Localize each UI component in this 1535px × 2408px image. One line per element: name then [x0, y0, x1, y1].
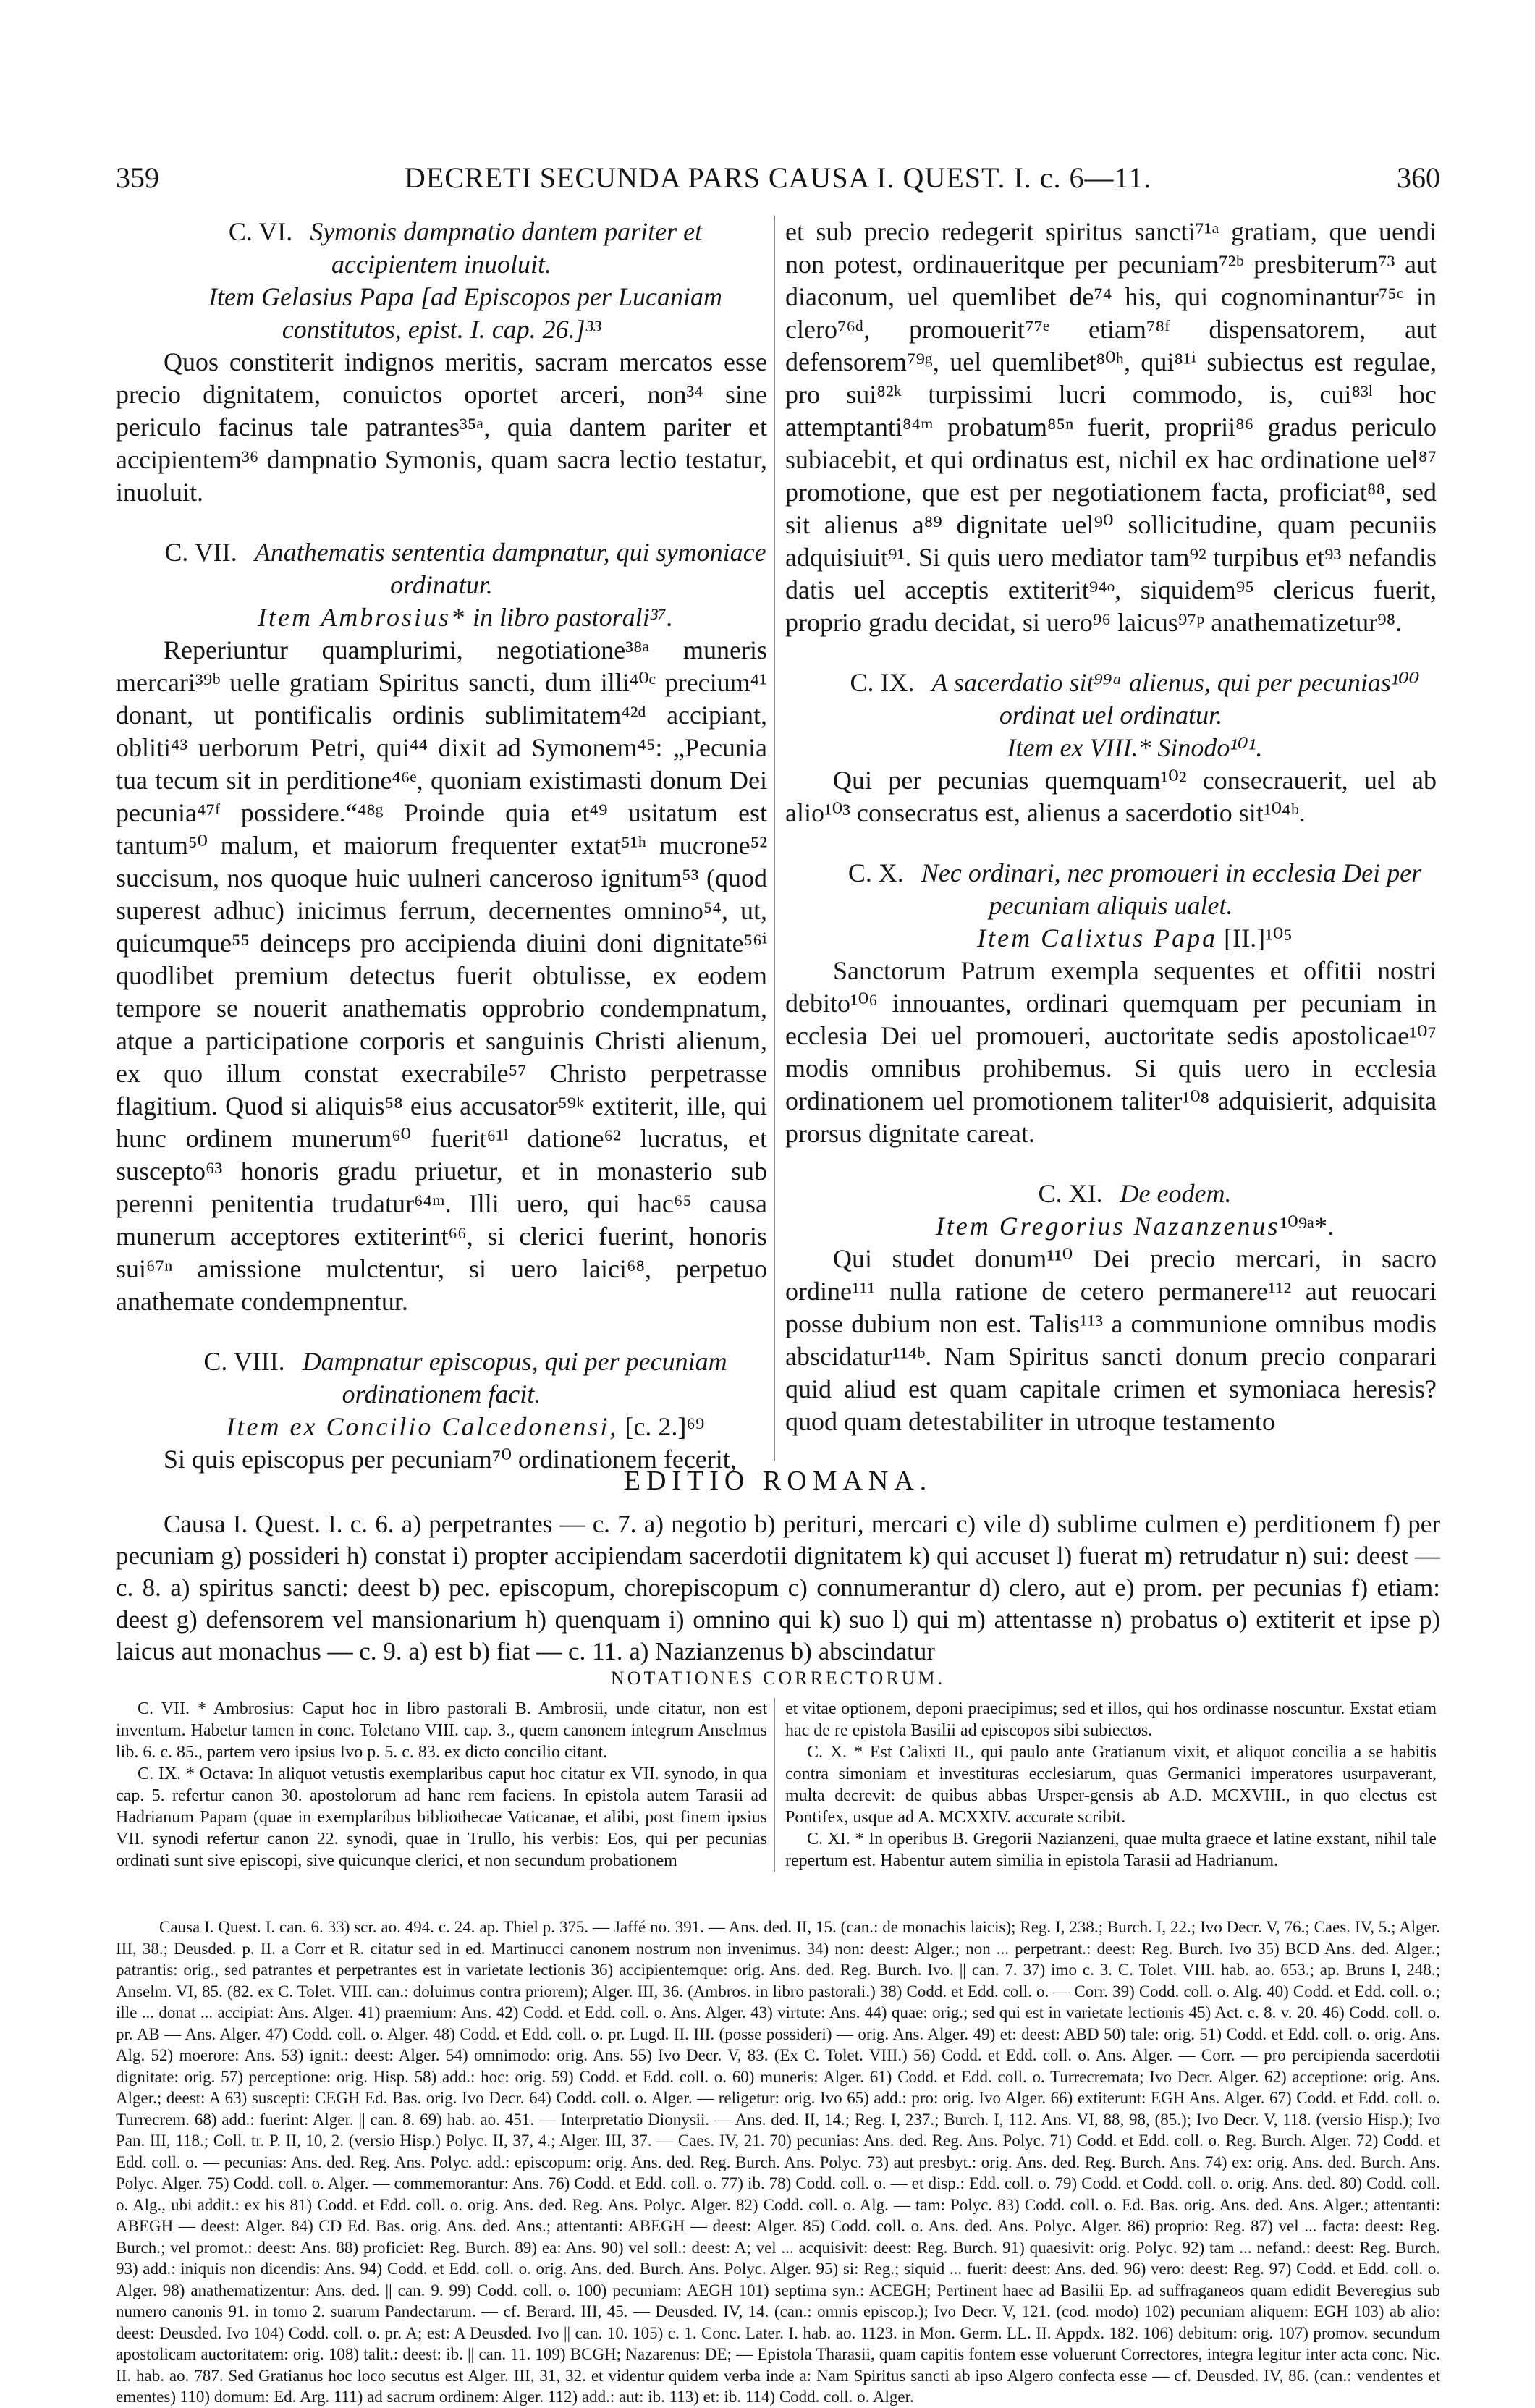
- chapter-number: C. X.: [847, 858, 904, 887]
- source-detail: [c. 2.]⁶⁹: [618, 1412, 705, 1441]
- source-author: Item Calixtus Papa: [977, 924, 1218, 952]
- source-author: Item Gregorius Nazanzenus: [935, 1212, 1280, 1241]
- chapter-source-c8: [116, 1411, 767, 1443]
- source-detail: ¹⁰⁹ᵃ*.: [1280, 1212, 1335, 1241]
- chapter-text-c6: Quos constiterit indignos meritis, sacram mercatos esse precio dignitatem, conuictos oportet arceri, non³⁴ sine periculo facinus tale patrantes³⁵ᵃ, quia dantem pariter et accipientem³⁶ dampnatio Symonis, quam sacra lectio testatur, inuoluit.: [116, 347, 767, 507]
- page-number-left: 359: [116, 161, 159, 194]
- chapter-source-c11: [785, 1210, 1437, 1243]
- chapter-rubric: Dampnatur episcopus, qui per pecuniam ordinationem facit.: [302, 1347, 727, 1408]
- critical-apparatus: [116, 1917, 1440, 2408]
- chapter-text-c8: Si quis episcopus per pecuniam⁷⁰ ordinationem fecerit,: [164, 1445, 737, 1474]
- notationes-left-column: [116, 1698, 767, 1872]
- left-column: [116, 216, 767, 1474]
- notationes-right-column: [785, 1698, 1437, 1872]
- notatio-c7: C. VII. * Ambrosius: Caput hoc in libro pastorali B. Ambrosii, unde citatur, non est inventum. Habetur tamen in conc. Toletano VIII. cap. 3., quem canonem integrum Anselmus lib. 6. c. 85., partem vero ipsius Ivo p. 5. c. 83. ex dicto concilio citant.: [116, 1699, 767, 1762]
- chapter-text-c10: Sanctorum Patrum exempla sequentes et offitii nostri debito¹⁰⁶ innouantes, ordinari quemquam per pecuniam in ecclesia Dei uel promoueri, auctoritate sedis apostolicae¹⁰⁷ modis omnibus prohibemus. Si quis uero in ecclesia ordinationem uel promotionem taliter¹⁰⁸ adquisierit, adquisita prorsus dignitate careat.: [785, 956, 1437, 1148]
- chapter-heading-c8: [116, 1345, 767, 1411]
- chapter-heading-c11: [785, 1178, 1437, 1210]
- source-detail: in libro pastorali³⁷.: [465, 603, 673, 632]
- right-column: [785, 216, 1437, 1461]
- chapter-rubric: Symonis dampnatio dantem pariter et accipientem inuoluit.: [310, 217, 703, 279]
- chapter-rubric: Anathematis sententia dampnatur, qui symoniace ordinatur.: [254, 538, 766, 599]
- notatio-c9: C. IX. * Octava: In aliquot vetustis exemplaribus caput hoc citatur ex VII. synodo, in qua cap. 5. refertur canon 30. apostolorum ad hanc rem faciens. In epistola autem Tarasii ad Hadrianum Papam (quae in exemplaribus bibliothecae Vaticanae, et alibi, post finem ipsius VII. synodi refertur canon 22. synodi, quae in Trullo, his verbis: Eos, qui per pecunias ordinati sunt sive episcopi, sive quicunque clerici, et non secundum probationem: [116, 1765, 767, 1870]
- chapter-text-c7: Reperiuntur quamplurimi, negotiatione³⁸ᵃ muneris mercari³⁹ᵇ uelle gratiam Spiritus sancti, dum illi⁴⁰ᶜ precium⁴¹ donant, ut pontificalis ordinis sublimitatem⁴²ᵈ accipiant, obliti⁴³ uerborum Petri, qui⁴⁴ dixit ad Symonem⁴⁵: „Pecunia tua tecum sit in perditione⁴⁶ᵉ, quoniam existimasti donum Dei pecunia⁴⁷ᶠ possidere.“⁴⁸ᵍ Proinde quia et⁴⁹ usitatum est tantum⁵⁰ malum, et maiorum frequenter extat⁵¹ʰ mucrone⁵² succisum, nos quoque huic uulneri canceroso ignitum⁵³ (quod superest adhuc) inicimus ferrum, decernentes omnino⁵⁴, ut, quicumque⁵⁵ deinceps pro accipienda diuini doni dignitate⁵⁶ⁱ quodlibet premium detectus fuerit obtulisse, ex eodem tempore se nouerit anathematis opprobrio condempnatum, atque a participatione corporis et sanguinis Christi alienum, ex quo illum constat execrabile⁵⁷ Christo perpetrasse flagitium. Quod si aliquis⁵⁸ eius accusator⁵⁹ᵏ extiterit, ille, qui hunc ordinem munerum⁶⁰ fuerit⁶¹ˡ datione⁶² lucratus, et suscepto⁶³ honoris gradu priuetur, et in monasterio sub perenni penitentia trudatur⁶⁴ᵐ. Illi uero, qui hac⁶⁵ causa munerum acceptores extiterint⁶⁶, si clerici fuerint, honoris sui⁶⁷ⁿ amissione mulctentur, si uero laici⁶⁸, perpetuo anathemate condempnentur.: [116, 635, 767, 1316]
- source-author: Item ex Concilio Calcedonensi,: [226, 1412, 619, 1441]
- chapter-heading-c10: [785, 857, 1437, 922]
- chapter-text-c9: Qui per pecunias quemquam¹⁰² consecrauerit, uel ab alio¹⁰³ consecratus est, alienus a sacerdotio sit¹⁰⁴ᵇ.: [785, 766, 1437, 827]
- chapter-source-c9: Item ex VIII.* Sinodo¹⁰¹.: [1007, 733, 1263, 762]
- editio-romana-notes: [116, 1508, 1440, 1668]
- column-divider: [774, 216, 775, 1461]
- notationes-heading: NOTATIONES CORRECTORUM.: [610, 1668, 946, 1689]
- chapter-rubric: Nec ordinari, nec promoueri in ecclesia Dei per pecuniam aliquis ualet.: [921, 858, 1422, 920]
- chapter-rubric: De eodem.: [1120, 1179, 1232, 1208]
- chapter-heading-c9: [785, 667, 1437, 732]
- notatio-c11: C. XI. * In operibus B. Gregorii Nazianzeni, quae multa graece et latine exstant, nihil tale repertum est. Habentur autem similia in epistola Tarasii ad Hadrianum.: [785, 1830, 1437, 1870]
- chapter-number: C. IX.: [850, 668, 915, 697]
- chapter-heading-c6: [116, 216, 767, 281]
- notatio-c9-continued: et vitae optionem, deponi praecipimus; sed et illos, qui hos ordinasse noscuntur. Exstat etiam hac de re epistola Basilii ad episcopos sibi subiectos.: [785, 1699, 1437, 1740]
- chapter-number: C. VII.: [164, 538, 237, 567]
- running-header: [116, 161, 1440, 204]
- source-detail: [II.]¹⁰⁵: [1217, 924, 1293, 952]
- running-title: DECRETI SECUNDA PARS CAUSA I. QUEST. I. c. 6—11.: [404, 161, 1152, 194]
- editio-romana-text: Causa I. Quest. I. c. 6. a) perpetrantes — c. 7. a) negotio b) perituri, mercari c) vile d) sublime culmen e) perditionem f) per pecuniam g) possideri h) constat i) propter accipiendam sacerdotii dignitatem k) qui accuset l) fuerat m) retrudatur n) sui: deest — c. 8. a) spiritus sancti: deest b) pec. episcopum, chorepiscopum c) connumerantur d) clero, aut e) prom. per pecunias f) etiam: deest g) defensorem vel mansionarium h) quenquam i) omnino qui k) suo l) qui m) attentasse n) probatus o) extiterit et ipse p) laicus aut monachus — c. 9. a) est b) fiat — c. 11. a) Nazianzenus b) abscindatur: [116, 1510, 1440, 1665]
- chapter-number: C. VI.: [228, 217, 293, 246]
- chapter-rubric: A sacerdatio sit⁹⁹ᵃ alienus, qui per pecunias¹⁰⁰ ordinat uel ordinatur.: [931, 668, 1420, 730]
- chapter-source-c7: [116, 601, 767, 634]
- notationes-divider: [774, 1698, 775, 1872]
- chapter-source-c10: [785, 922, 1437, 955]
- chapter-source-c6: Item Gelasius Papa [ad Episcopos per Lucaniam constitutos, epist. I. cap. 26.]³³: [208, 282, 722, 344]
- editio-romana-heading: EDITIO ROMANA.: [623, 1466, 933, 1496]
- chapter-number: C. VIII.: [203, 1347, 285, 1376]
- chapter-text-c11: Qui studet donum¹¹⁰ Dei precio mercari, in sacro ordine¹¹¹ nulla ratione de cetero permanere¹¹² aut reuocari posse dubium non est. Talis¹¹³ a communione omnibus modis abscidatur¹¹⁴ᵇ. Nam Spiritus sancti donum precio conparari quid aliud est quam capitale crimen et symoniaca heresis? quod quam detestabiliter in utroque testamento: [785, 1244, 1437, 1436]
- apparatus-text: Causa I. Quest. I. can. 6. 33) scr. ao. 494. c. 24. ap. Thiel p. 375. — Jaffé no. 391. — Ans. ded. II, 15. (can.: de monachis laicis); Reg. I, 238.; Burch. I, 22.; Ivo Decr. V, 76.; Caes. IV, 5.; Alger. III, 38.; Deusded. p. II. a Corr et R. citatur sed in ed. Martinucci canonem nostrum non invenimus. 34) non: deest: Alger.; non ... perpetrant.: deest: Reg. Burch. Ivo 35) BCD Ans. ded. Alger.; patrantis: orig., sed patrantes et perpetrantes est in varietate lectionis 36) accipientemque: orig. Ans. ded. Reg. Burch. Ivo. || can. 7. 37) imo c. 3. C. Tolet. VIII. hab. ao. 653.; ap. Bruns I, 248.; Anselm. VI, 85. (82. ex C. Tolet. VIII. can.: doluimus contra priorem); Alger. III, 36. (Ambros. in libro pastorali.) 38) Codd. et Edd. coll. o. — Corr. 39) Codd. coll. o. Alg. 40) Codd. et Edd. coll. o.; ille ... donat ... accipiat: Ans. Alger. 41) praemium: Ans. 42) Codd. et Edd. coll. o. Ans. Alger. 43) virtute: Ans. 44) quae: orig.; sed qui est in varietate lectionis 45) Act. c. 8. v. 20. 46) Codd. coll. o. pr. AB — Ans. Alger. 47) Codd. coll. o. Alger. 48) Codd. et Edd. coll. o. pr. Lugd. II. III. (posse possideri) — orig. Ans. Alger. 49) et: deest: ABD 50) tale: orig. 51) Codd. et Edd. coll. o. orig. Ans. Alg. 52) moerore: Ans. 53) ignit.: deest: Alger. 54) omnimodo: orig. Ans. 55) Ivo Decr. V, 83. (Ex C. Tolet. VIII.) 56) Codd. et Edd. coll. o. Ans. Alger. — Corr. — pro percipienda sacerdotii dignitate: orig. 57) perceptione: orig. Hisp. 58) add.: hoc: orig. 59) Codd. et Edd. coll. o. 60) muneris: Alger. 61) Codd. et Edd. coll. o. Turrecremata; Ivo Decr. Alger. 62) acceptione: orig. Ans. Alger.; deest: A 63) suscepti: CEGH Ed. Bas. orig. Ivo Decr. 64) Codd. coll. o. Alger. — religetur: orig. Ivo 65) add.: pro: orig. Ivo Alger. 66) extiterunt: EGH Ans. Alger. 67) Codd. et Edd. coll. o. Turrecrem. 68) add.: fuerint: Alger. || can. 8. 69) hab. ao. 451. — Interpretatio Dionysii. — Ans. ded. II, 14.; Reg. I, 237.; Burch. I, 112. Ans. VI, 88, 98, (85.); Ivo Decr. V, 118. (versio Hisp.); Ivo Pan. III, 118.; Coll. tr. P. II, 10, 2. (versio Hisp.) Polyc. II, 37, 4.; Alger. III, 37. — Caes. IV, 21. 70) pecunias: Ans. ded. Reg. Ans. Polyc. 71) Codd. et Edd. coll. o. Reg. Burch. Alger. 72) Codd. et Edd. coll. o. — pecunias: Ans. ded. Reg. Ans. Polyc. add.: episcopum: orig. Ans. ded. Reg. Burch. Ans. Polyc. 73) aut presbyt.: orig. Ans. ded. Reg. Burch. Ans. 74) ex: orig. Ans. ded. Burch. Ans. Polyc. Alger. 75) Codd. coll. o. Alger. — commemorantur: Ans. 76) Codd. et Edd. coll. o. 77) ib. 78) Codd. coll. o. — et disp.: Edd. coll. o. 79) Codd. et Codd. coll. o. orig. Ans. ded. 80) Codd. coll. o. Alg., ubi addit.: ex his 81) Codd. et Edd. coll. o. orig. Ans. ded. Reg. Ans. Polyc. Alger. 82) Codd. coll. o. Alg. — tam: Polyc. 83) Codd. coll. o. Ed. Bas. orig. Ans. ded. Ans. Alger.; attentanti: ABEGH — deest: Alger. 84) CD Ed. Bas. orig. Ans. ded. Ans.; attentanti: ABEGH — deest: Alger. 85) Codd. coll. o. Ans. ded. Ans. Polyc. Alger. 86) proprio: Reg. 87) vel ... facta: deest: Reg. Burch.; vel promot.: deest: Ans. 88) proficiet: Reg. Burch. 89) ea: Ans. 90) vel soll.: deest: A; vel ... acquisivit: deest: Reg. Burch. 91) quaesivit: orig. Polyc. 92) tam ... nefand.: deest: Reg. Burch. 93) add.: iniquis non dicendis: Ans. 94) Codd. et Edd. coll. o. orig. Ans. ded. Burch. Ans. Polyc. Alger. 95) si: Reg.; siquid ... fuerit: deest: Ans. ded. 96) vero: deest: Reg. 97) Codd. et Edd. coll. o. Alger. 98) anathematizentur: Ans. ded. || can. 9. 99) Codd. coll. o. 100) pecuniam: AEGH 101) septima syn.: ACEGH; Pertinent haec ad Basilii Ep. ad suffraganeos quam edidit Beveregius sub numero canonis 91. in tomo 2. suarum Pandectarum. — cf. Berard. III, 45. — Deusded. IV, 14. (can.: omnis episcop.); Ivo Decr. V, 121. (cod. modo) 102) pecuniam aliquem: EGH 103) ab alio: deest: Deusded. Ivo 104) Codd. coll. o. pr. A; est: A Deusded. Ivo || can. 10. 105) c. 1. Conc. Later. I. hab. ao. 1123. in Mon. Germ. LL. II. Appdx. 182. 106) debitum: orig. 107) promov. secundum apostolicam auctoritatem: orig. 108) talit.: deest: ib. || can. 11. 109) BCGH; Nazarenus: DE; — Epistola Tharasii, quam capitis fontem esse voluerunt Correctores, integra legitur inter acta conc. Nic. II. hab. ao. 787. Sed Gratianus hoc loco secutus est Alger. III, 31, 32. et videntur quidem verba inde a: Nam Spiritus sancti ab ipso Algero confecta esse — cf. Deusded. IV, 86. (can.: vendentes et ementes) 110) domum: Ed. Arg. 111) ad sacrum ordinem: Alger. 112) add.: aut: ib. 113) et: ib. 114) Codd. coll. o. Alger.: [116, 1918, 1440, 2406]
- chapter-number: C. XI.: [1038, 1179, 1103, 1208]
- chapter-heading-c7: [116, 536, 767, 601]
- notatio-c10: C. X. * Est Calixti II., qui paulo ante Gratianum vixit, et aliquot concilia a se habitis contra simoniam et investituras ecclesiarum, quas Germanici imperatores usurpaverant, multa decrevit: de quibus abbas Ursper-gensis ab A.D. MCXVIII., in quo electus est Pontifex, usque ad A. MCXXIV. accurate scribit.: [785, 1743, 1437, 1827]
- chapter-text-c8-continued: et sub precio redegerit spiritus sancti⁷¹ᵃ gratiam, que uendi non potest, ordinaueritque per pecuniam⁷²ᵇ presbiterum⁷³ aut diaconum, uel quemlibet de⁷⁴ his, qui cognominantur⁷⁵ᶜ in clero⁷⁶ᵈ, promouerit⁷⁷ᵉ etiam⁷⁸ᶠ dispensatorem, aut defensorem⁷⁹ᵍ, uel quemlibet⁸⁰ʰ, qui⁸¹ⁱ subiectus est regulae, pro sui⁸²ᵏ turpissimi lucri commodo, is, cui⁸³ˡ hoc attemptanti⁸⁴ᵐ probatum⁸⁵ⁿ fuerit, proprii⁸⁶ gradus periculo subiacebit, et qui ordinatus est, nichil ex hac ordinatione uel⁸⁷ promotione, que est per negotiationem facta, proficiat⁸⁸, sed sit alienus a⁸⁹ dignitate uel⁹⁰ sollicitudine, quam pecuniis adquisiuit⁹¹. Si quis uero mediator tam⁹² turpibus et⁹³ nefandis datis uel acceptis extiterit⁹⁴ᵒ, siquidem⁹⁵ clericus fuerit, proprio gradu decidat, si uero⁹⁶ laicus⁹⁷ᵖ anathematizetur⁹⁸.: [785, 217, 1437, 637]
- page-number-right: 360: [1397, 161, 1440, 194]
- source-author: Item Ambrosius*: [257, 603, 466, 632]
